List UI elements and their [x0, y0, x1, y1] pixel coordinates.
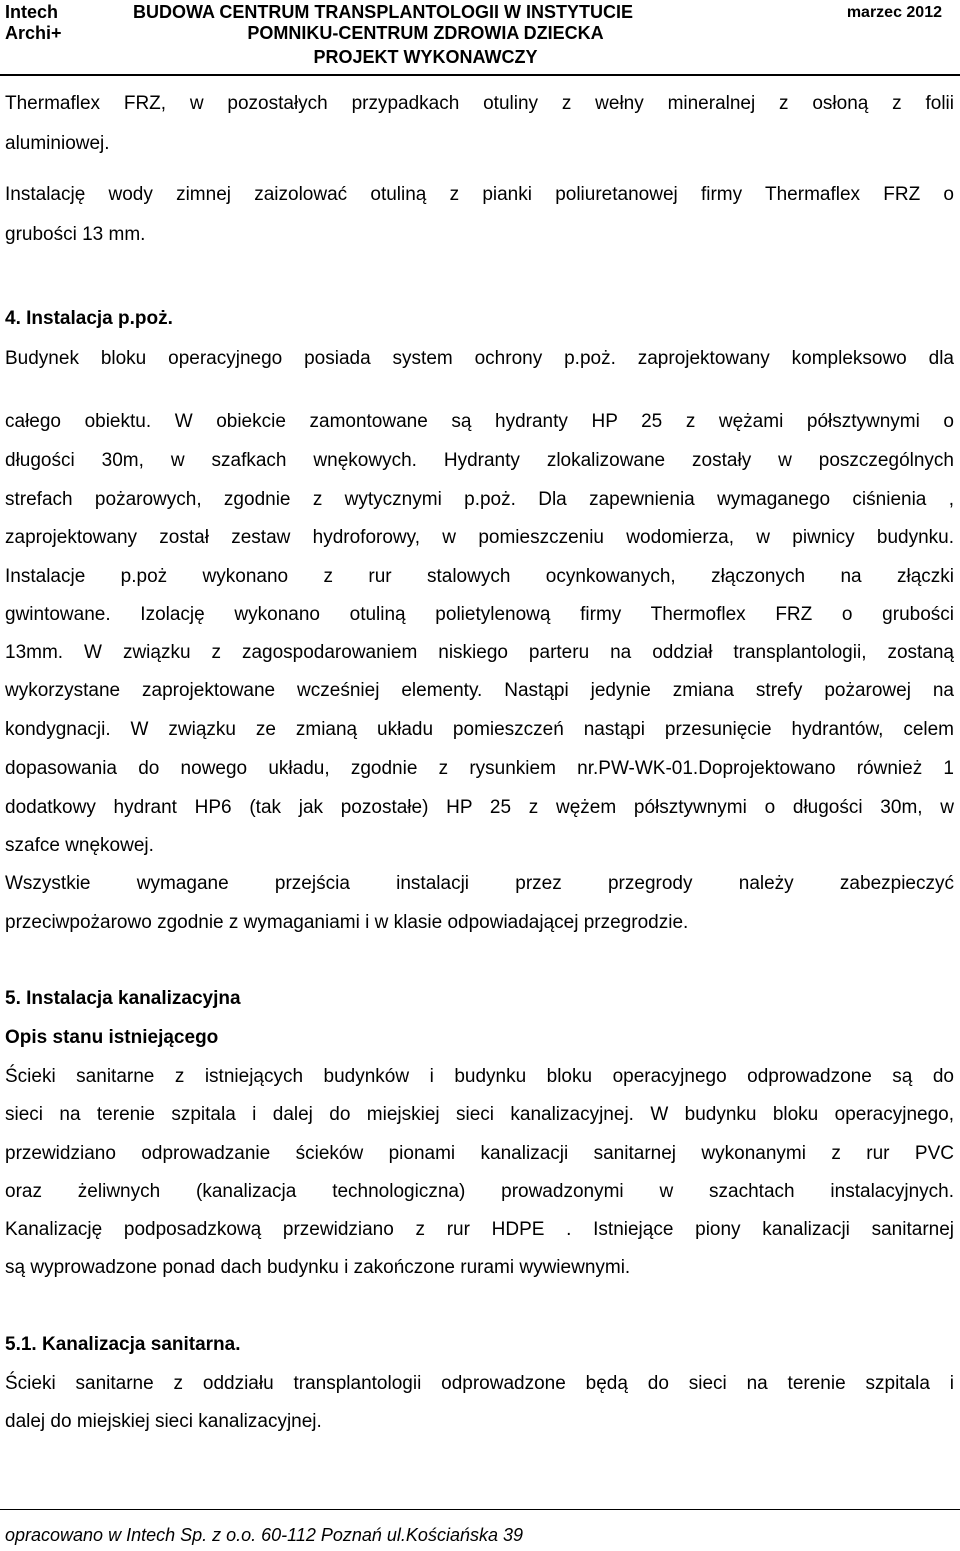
- body-line: 13mm. W związku z zagospodarowaniem niskiego parteru na oddział transplantologii, zostaną: [5, 642, 954, 663]
- document-date: marzec 2012: [846, 4, 942, 21]
- section-heading: 5. Instalacja kanalizacyjna: [5, 988, 241, 1009]
- body-line: grubości 13 mm.: [5, 224, 146, 245]
- body-line: Thermaflex FRZ, w pozostałych przypadkach otuliny z wełny mineralnej z osłoną z folii: [5, 93, 954, 114]
- section-heading: 5.1. Kanalizacja sanitarna.: [5, 1334, 241, 1355]
- body-line: długości 30m, w szafkach wnękowych. Hydranty zlokalizowane zostały w poszczególnych: [5, 450, 954, 471]
- project-stage: PROJEKT WYKONAWCZY: [313, 47, 538, 67]
- body-line: Ścieki sanitarne z istniejących budynków i budynku bloku operacyjnego odprowadzone są do: [5, 1066, 954, 1087]
- body-line: dodatkowy hydrant HP6 (tak jak pozostałe) HP 25 z wężem półsztywnymi o długości 30m, w: [5, 797, 954, 818]
- company-name-secondary: Archi+: [5, 23, 62, 43]
- body-line: aluminiowej.: [5, 133, 110, 154]
- body-line: Kanalizację podposadzkową przewidziano z rur HDPE . Istniejące piony kanalizacji sanitarnej: [5, 1219, 954, 1240]
- project-title: BUDOWA CENTRUM TRANSPLANTOLOGII W INSTYTUCIE: [133, 2, 633, 22]
- body-line: strefach pożarowych, zgodnie z wytycznymi p.poż. Dla zapewnienia wymaganego ciśnienia ,: [5, 489, 954, 510]
- section-heading: 4. Instalacja p.poż.: [5, 308, 173, 329]
- body-line: Instalację wody zimnej zaizolować otuliną z pianki poliuretanowej firmy Thermaflex FRZ o: [5, 184, 954, 205]
- body-line: dalej do miejskiej sieci kanalizacyjnej.: [5, 1411, 322, 1432]
- body-line: szafce wnękowej.: [5, 835, 154, 856]
- body-line: całego obiektu. W obiekcie zamontowane są hydranty HP 25 z wężami półsztywnymi o: [5, 411, 954, 432]
- body-line: dopasowania do nowego układu, zgodnie z rysunkiem nr.PW-WK-01.Doprojektowano również 1: [5, 758, 954, 779]
- body-line: oraz żeliwnych (kanalizacja technologiczna) prowadzonymi w szachtach instalacyjnych.: [5, 1181, 954, 1202]
- body-line: Budynek bloku operacyjnego posiada system ochrony p.poż. zaprojektowany kompleksowo dla: [5, 348, 954, 369]
- body-line: sieci na terenie szpitala i dalej do miejskiej sieci kanalizacyjnej. W budynku bloku operacyjnego,: [5, 1104, 954, 1125]
- company-name: Intech: [5, 2, 59, 22]
- body-line: przeciwpożarowo zgodnie z wymaganiami i w klasie odpowiadającej przegrodzie.: [5, 912, 689, 933]
- body-line: kondygnacji. W związku ze zmianą układu pomieszczeń nastąpi przesunięcie hydrantów, celem: [5, 719, 954, 740]
- body-line: gwintowane. Izolację wykonano otuliną polietylenową firmy Thermoflex FRZ o grubości: [5, 604, 954, 625]
- project-subtitle: POMNIKU-CENTRUM ZDROWIA DZIECKA: [247, 23, 604, 43]
- body-line: Instalacje p.poż wykonano z rur stalowych ocynkowanych, złączonych na złączki: [5, 566, 954, 587]
- body-line: Wszystkie wymagane przejścia instalacji przez przegrody należy zabezpieczyć: [5, 873, 954, 894]
- body-line: Ścieki sanitarne z oddziału transplantologii odprowadzone będą do sieci na terenie szpitala i: [5, 1373, 954, 1394]
- subsection-heading: Opis stanu istniejącego: [5, 1027, 219, 1048]
- body-line: wykorzystane zaprojektowane wcześniej elementy. Nastąpi jedynie zmiana strefy pożarowej na: [5, 680, 954, 701]
- header-divider: [0, 74, 960, 76]
- footer-divider: [0, 1509, 960, 1510]
- body-line: przewidziano odprowadzanie ścieków pionami kanalizacji sanitarnej wykonanymi z rur PVC: [5, 1143, 954, 1164]
- body-line: są wyprowadzone ponad dach budynku i zakończone rurami wywiewnymi.: [5, 1257, 631, 1278]
- body-line: zaprojektowany został zestaw hydroforowy, w pomieszczeniu wodomierza, w piwnicy budynku.: [5, 527, 954, 548]
- page-footer: opracowano w Intech Sp. z o.o. 60-112 Poznań ul.Kościańska 39: [5, 1525, 523, 1545]
